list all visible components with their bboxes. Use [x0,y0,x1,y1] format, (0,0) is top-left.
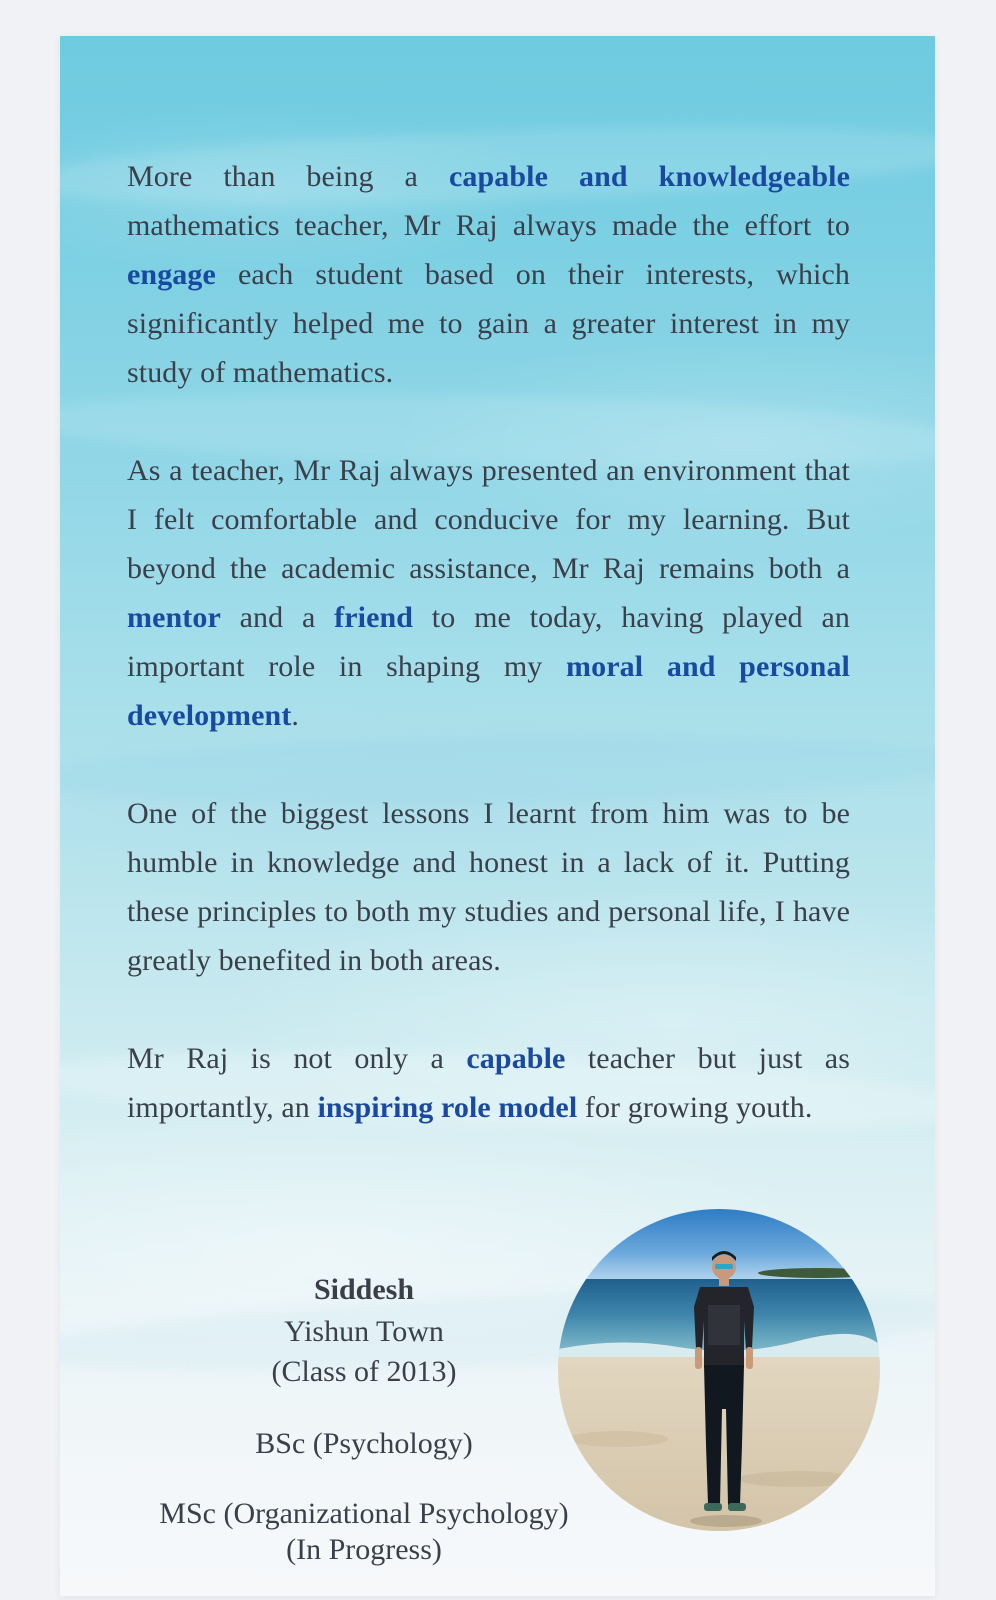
highlighted-phrase: mentor [127,601,221,634]
highlighted-phrase: inspiring role model [317,1091,578,1124]
paragraph-text: More than being a [127,160,449,193]
paragraph-text: As a teacher, Mr Raj always presented an environment that I felt comfortable and conducive for my learning. But beyond the academic assistance, Mr Raj remains both a [127,454,850,585]
paragraph-text: Mr Raj is not only a [127,1042,467,1075]
highlighted-phrase: friend [334,601,414,634]
person-on-beach-photo-icon [558,1209,880,1531]
paragraph-text: mathematics teacher, Mr Raj always made the effort to [127,209,850,242]
paragraph-text: to me today, having played an important role in shaping my [127,601,850,683]
highlighted-phrase: engage [127,258,216,291]
highlighted-phrase: capable and knowledgeable [448,160,850,193]
testimonial-paragraph [127,1034,850,1132]
author-school: Yishun Town [284,1315,444,1348]
highlighted-phrase: moral and personal development [127,650,850,732]
author-degree-msc: MSc (Organizational Psychology) [159,1497,569,1530]
testimonial-paragraph [127,446,850,740]
testimonial-card [60,36,935,1596]
testimonial-text [127,152,850,1181]
paragraph-text: for growing youth. [577,1091,813,1124]
author-degree-msc-status: (In Progress) [286,1533,442,1566]
author-degree-bsc: BSc (Psychology) [255,1427,473,1460]
author-class: (Class of 2013) [271,1355,457,1388]
paragraph-text: each student based on their interests, which significantly helped me to gain a greater interest in my study of mathematics. [127,258,850,389]
paragraph-text: teacher but just as importantly, an [127,1042,851,1124]
testimonial-paragraph [127,789,850,985]
signature-block [120,1268,608,1568]
paragraph-text: and a [220,601,335,634]
author-photo [558,1209,880,1531]
testimonial-paragraph [127,152,850,397]
paragraph-text: One of the biggest lessons I learnt from him was to be humble in knowledge and honest in a lack of it. Putting these principles to both my studies and personal life, I have greatly benefited in both areas. [127,797,850,977]
paragraph-text: . [291,699,300,732]
highlighted-phrase: capable [466,1042,566,1075]
author-name: Siddesh [313,1273,415,1306]
